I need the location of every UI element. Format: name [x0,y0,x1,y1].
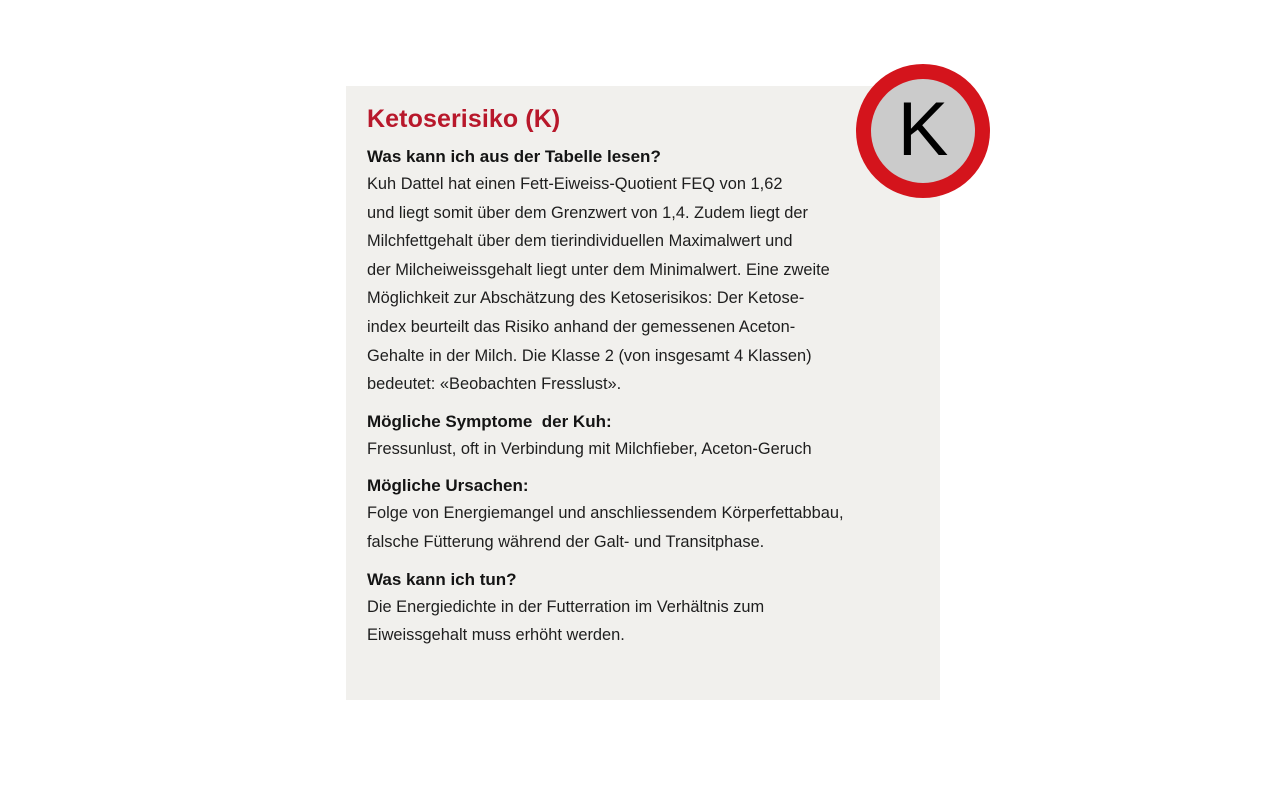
section-heading: Mögliche Symptome der Kuh: [367,411,612,431]
section-body: Die Energiedichte in der Futterration im Verhältnis zum Eiweissgehalt muss erhöht werden. [367,597,765,645]
section-heading: Was kann ich tun? [367,569,517,589]
section-actions [367,567,920,650]
section-table-reading [367,144,920,399]
section-body: Folge von Energiemangel und anschliessendem Körperfettabbau, falsche Fütterung während der Galt- und Transitphase. [367,504,844,551]
card-title: Ketoserisiko (K) [367,105,561,133]
section-heading: Was kann ich aus der Tabelle lesen? [367,147,661,166]
section-symptoms [367,409,920,464]
section-heading: Mögliche Ursachen: [367,476,529,496]
section-body: Fressunlust, oft in Verbindung mit Milchfieber, Aceton-Geruch [367,439,812,458]
info-card [346,86,940,700]
section-causes [367,473,920,556]
badge-letter: K [871,79,975,183]
section-body: Kuh Dattel hat einen Fett-Eiweiss-Quotient FEQ von 1,62 und liegt somit über dem Grenzwert von 1,4. Zudem liegt der Milchfettgehalt über dem tierindividuellen Maximalwert und der Milcheiweissgehalt liegt unter dem Minimalwert. Eine zweite Möglichkeit zur Abschätzung des Ketoserisikos: Der Ketose- index beurteilt das Risiko anhand der gemessenen Aceton- Gehalte in der Milch. Die Klasse 2 (von insgesamt 4 Klassen) bedeutet: «Beobachten Fresslust». [367,175,830,394]
ketosis-risk-badge-icon [856,64,990,198]
